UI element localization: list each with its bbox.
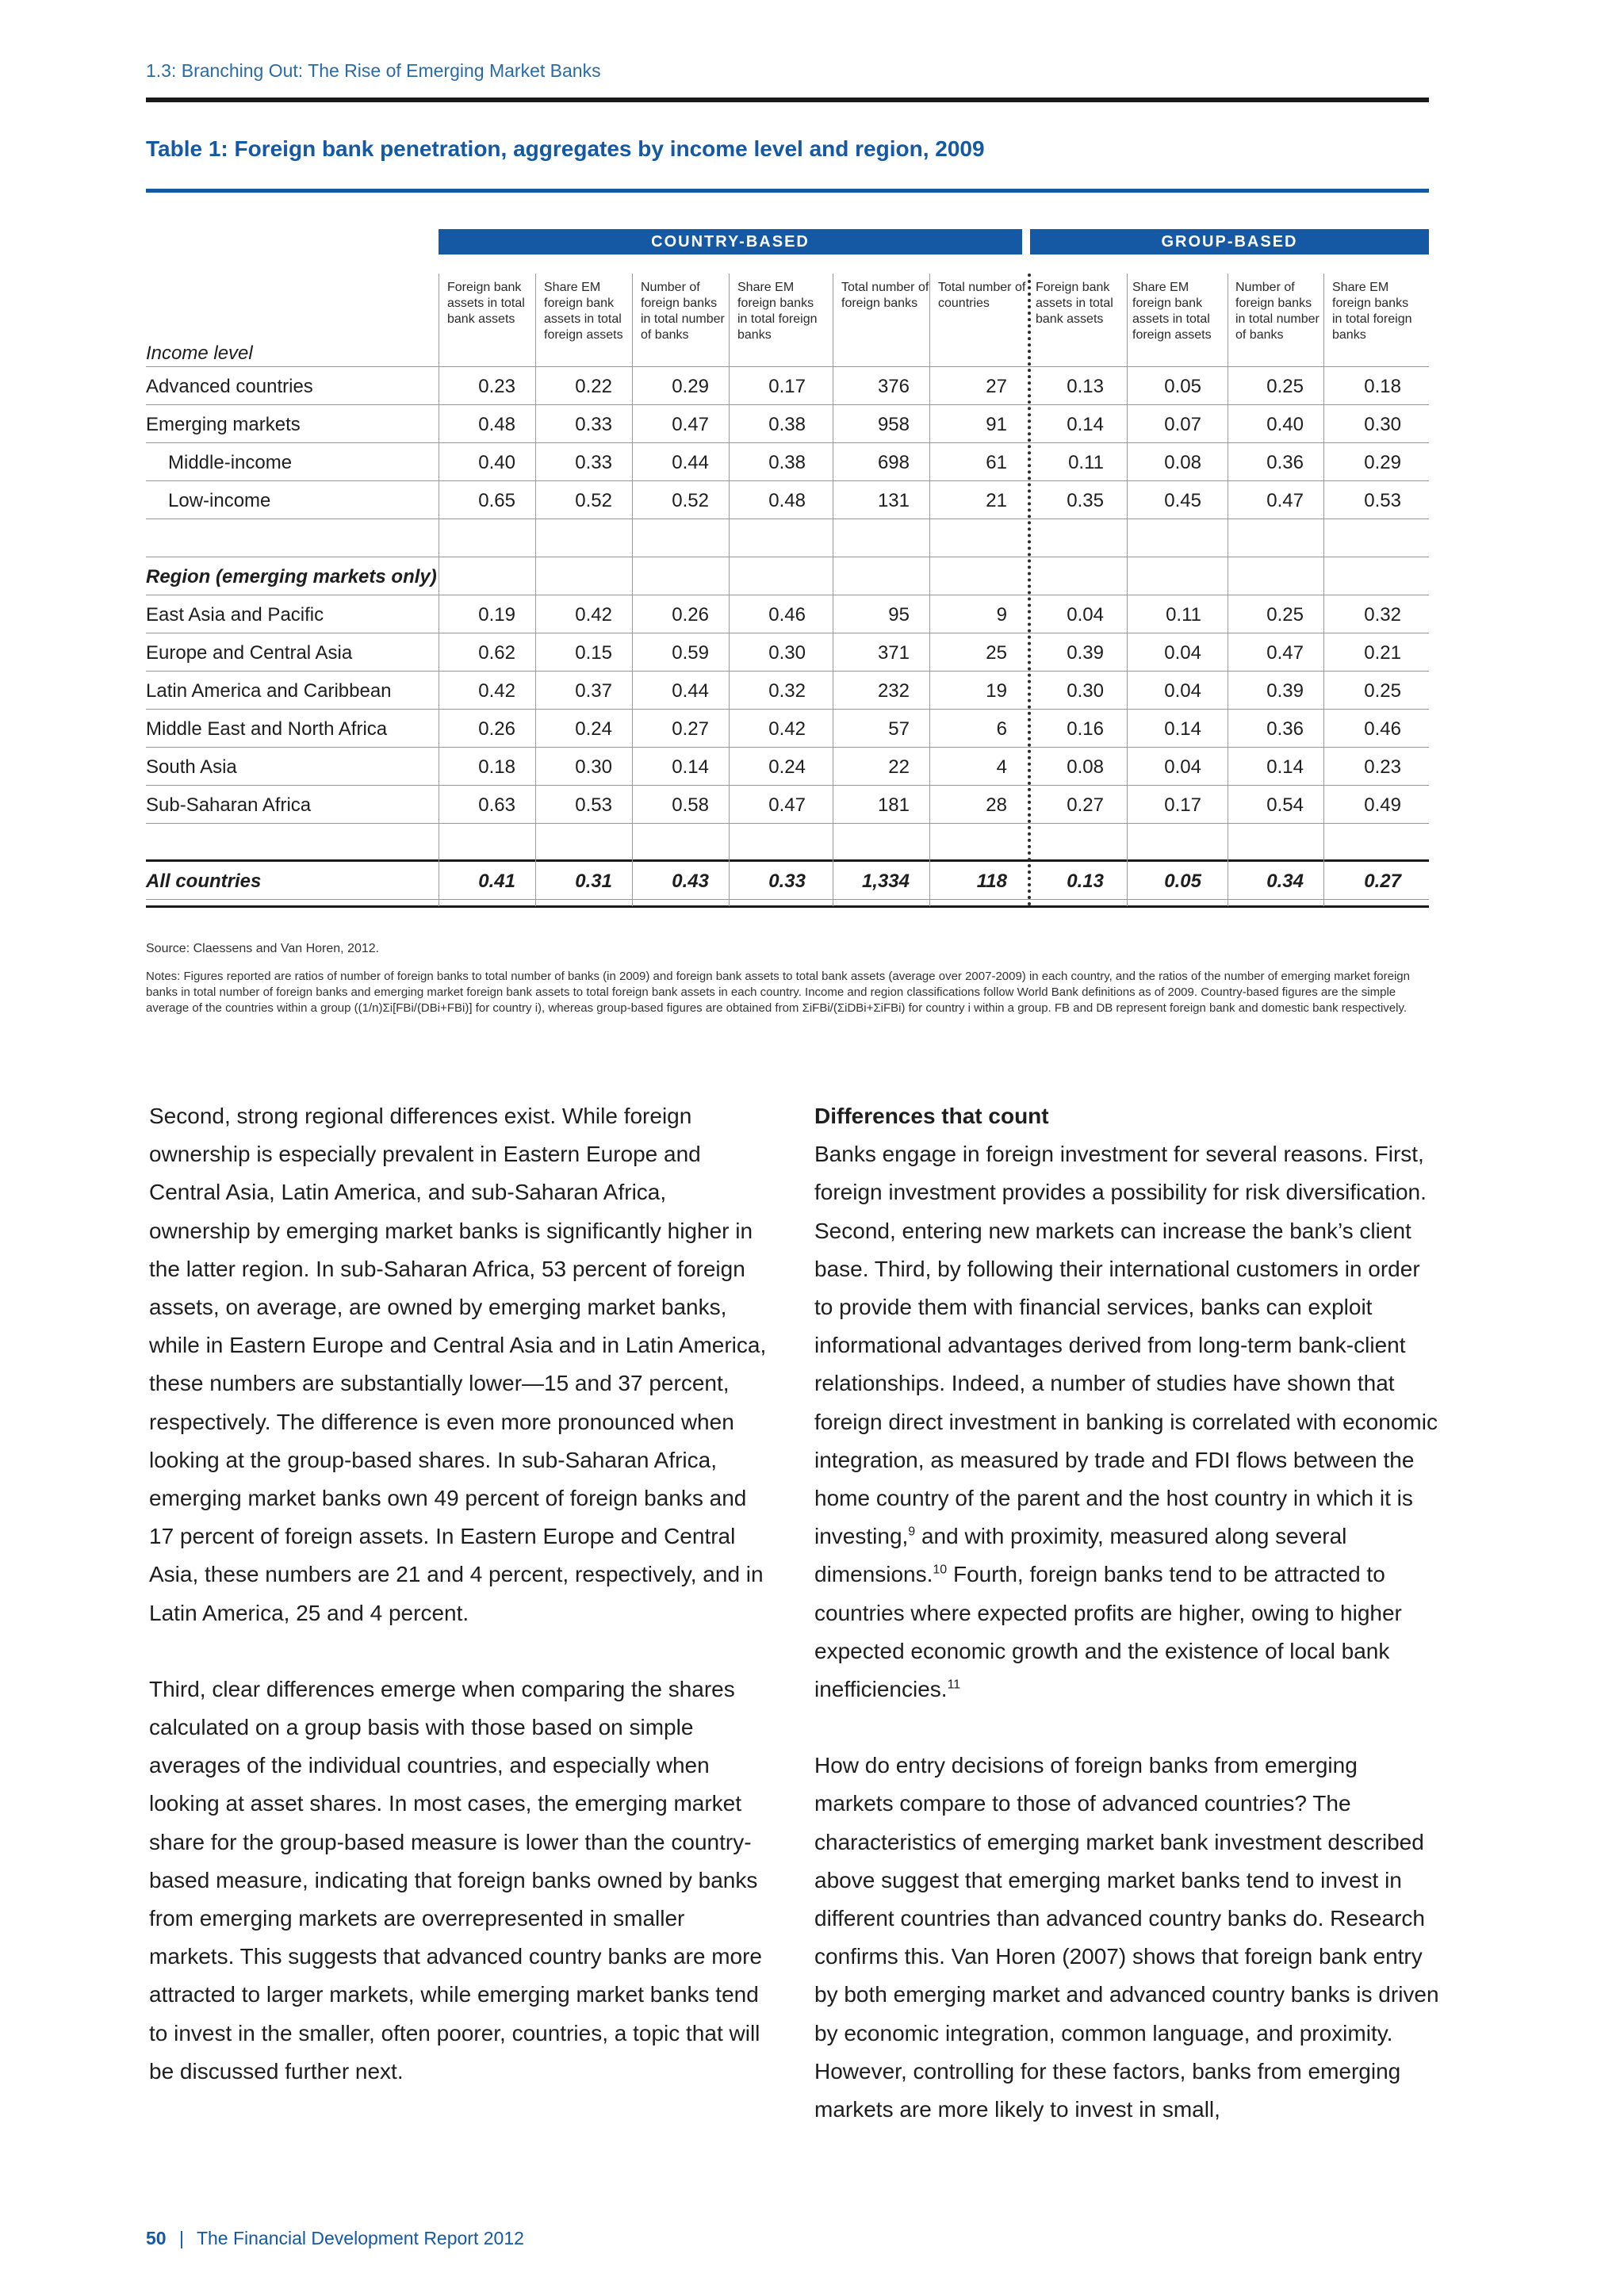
income-level-heading: Income level <box>146 342 253 364</box>
column-separator <box>1127 274 1128 906</box>
running-header: 1.3: Branching Out: The Rise of Emerging Market Banks <box>146 60 601 81</box>
publication-title: The Financial Development Report 2012 <box>196 2228 524 2248</box>
table-cell: 0.04 <box>1164 756 1201 778</box>
table-cell: 0.47 <box>1266 490 1304 511</box>
table-cell: 0.13 <box>1067 376 1104 397</box>
left-column <box>149 1097 768 2129</box>
footer-separator: | <box>178 2228 184 2248</box>
table-cell: 0.38 <box>768 414 806 435</box>
table-cell: 0.27 <box>1364 871 1401 892</box>
table-cell: 0.47 <box>672 414 709 435</box>
table-cell: 6 <box>996 718 1007 740</box>
right-column <box>814 1097 1441 2167</box>
table-cell: 0.18 <box>1364 376 1401 397</box>
col-header-10: Share EM foreign banks in total foreign banks <box>1332 281 1412 342</box>
col-header-6: Total number of countries <box>938 281 1026 310</box>
page-footer <box>146 2228 524 2249</box>
header-rule <box>146 98 1429 102</box>
table-cell: 0.65 <box>478 490 515 511</box>
table-cell: 0.07 <box>1164 414 1201 435</box>
table-cell: 0.42 <box>478 680 515 702</box>
table-cell: 0.52 <box>672 490 709 511</box>
table-cell: 0.14 <box>1266 756 1304 778</box>
table-cell: 0.25 <box>1266 604 1304 626</box>
row-label: Low-income <box>168 490 271 511</box>
title-rule <box>146 189 1429 193</box>
footnote-11: 11 <box>947 1678 961 1692</box>
table-cell: 95 <box>888 604 910 626</box>
table-cell: 0.47 <box>768 794 806 816</box>
footnote-10: 10 <box>933 1563 948 1578</box>
table-cell: 0.21 <box>1364 642 1401 664</box>
col-header-5: Total number of foreign banks <box>841 281 929 310</box>
table-cell: 0.44 <box>672 680 709 702</box>
table-cell: 28 <box>986 794 1007 816</box>
table-cell: 0.14 <box>1067 414 1104 435</box>
table-cell: 0.35 <box>1067 490 1104 511</box>
column-separator <box>632 274 633 906</box>
table-cell: 22 <box>888 756 910 778</box>
country-based-banner: COUNTRY-BASED <box>439 229 1022 254</box>
table-row-line <box>146 480 1429 481</box>
row-label: Sub-Saharan Africa <box>146 794 312 816</box>
table-cell: 0.32 <box>768 680 806 702</box>
table-cell: 0.22 <box>575 376 612 397</box>
table-cell: 0.04 <box>1067 604 1104 626</box>
right-paragraph-1: Banks engage in foreign investment for several reasons. First, foreign investment provides a possibility for risk diversification. Second, entering new markets can increase the bank’s client base. Third, by following their international customers in order to provide them with financial services, banks can exploit informational advantages derived from long-term bank-client relationships. Indeed, a number of studies have shown that foreign direct investment in banking is correlated with economic integration, as measured by trade and FDI flows between the home country of the parent and the host country in which it is investing,$^9$ and with proximity, measured along several dimensions.$^{10}$ Fourth, foreign banks tend to be attracted to countries where expected profits are higher, owing to higher expected economic growth and the existence of local bank inefficiencies.$^{11}$ <box>814 1142 1438 1702</box>
table-row-line <box>146 671 1429 672</box>
table-cell: 27 <box>986 376 1007 397</box>
table-cell: 0.27 <box>672 718 709 740</box>
table-cell: 9 <box>996 604 1007 626</box>
table-cell: 0.32 <box>1364 604 1401 626</box>
table-cell: 0.36 <box>1266 452 1304 473</box>
table-cell: 0.49 <box>1364 794 1401 816</box>
table-cell: 0.05 <box>1164 376 1201 397</box>
table-cell: 0.25 <box>1266 376 1304 397</box>
table-cell: 0.30 <box>1364 414 1401 435</box>
table-cell: 25 <box>986 642 1007 664</box>
table-cell: 376 <box>877 376 910 397</box>
column-separator <box>729 274 730 906</box>
row-label: Emerging markets <box>146 414 301 435</box>
table-cell: 0.48 <box>478 414 515 435</box>
row-label: South Asia <box>146 756 237 778</box>
table-cell: 0.24 <box>768 756 806 778</box>
table-cell: 131 <box>877 490 910 511</box>
table-title: Table 1: Foreign bank penetration, aggregates by income level and region, 2009 <box>146 136 985 161</box>
table-cell: 0.39 <box>1067 642 1104 664</box>
table-cell: 0.33 <box>575 414 612 435</box>
table-cell: 0.26 <box>478 718 515 740</box>
table-cell: 0.04 <box>1164 680 1201 702</box>
table-cell: 0.42 <box>575 604 612 626</box>
page-number: 50 <box>146 2228 167 2248</box>
table-cell: 0.58 <box>672 794 709 816</box>
table-cell: 4 <box>996 756 1007 778</box>
table-cell: 0.40 <box>1266 414 1304 435</box>
table-cell: 0.23 <box>1364 756 1401 778</box>
table-cell: 0.30 <box>1067 680 1104 702</box>
table-cell: 0.29 <box>1364 452 1401 473</box>
table-cell: 0.46 <box>1364 718 1401 740</box>
col-header-3: Number of foreign banks in total number of banks <box>641 281 725 342</box>
table-cell: 0.52 <box>575 490 612 511</box>
table-cell: 0.23 <box>478 376 515 397</box>
row-label: Middle-income <box>168 452 293 473</box>
group-divider <box>1028 274 1031 906</box>
table-cell: 118 <box>976 871 1007 892</box>
footnote-9: 9 <box>908 1525 916 1539</box>
table-cell: 0.37 <box>575 680 612 702</box>
table-cell: 0.04 <box>1164 642 1201 664</box>
table-cell: 0.36 <box>1266 718 1304 740</box>
table-cell: 0.18 <box>478 756 515 778</box>
table-notes: Notes: Figures reported are ratios of number of foreign banks to total number of banks (in 2009) and foreign bank assets to total bank assets (average over 2007-2009) in each country, and the ratios of the number of emerging market foreign banks in total number of foreign banks and emerging market foreign bank assets to total foreign bank assets in each country. Income and region classifications follow World Bank definitions as of 2009. Country-based figures are the simple average of the countries within a group ((1/n)Σi[FBi/(DBi+FBi)] for country i), whereas group-based figures are obtained from ΣiFBi/(ΣiDBi+ΣiFBi) for country i within a group. FB and DB represent foreign bank and domestic bank respectively. <box>146 970 1410 1015</box>
col-header-8: Share EM foreign bank assets in total foreign assets <box>1132 281 1212 342</box>
table-cell: 0.30 <box>768 642 806 664</box>
table-bottom-line <box>146 905 1429 908</box>
table-cell: 0.29 <box>672 376 709 397</box>
table-cell: 0.14 <box>672 756 709 778</box>
table-cell: 0.43 <box>672 871 709 892</box>
table-cell: 0.05 <box>1164 871 1201 892</box>
table-row-line <box>146 442 1429 443</box>
table-row-line <box>146 899 1429 900</box>
table-cell: 0.46 <box>768 604 806 626</box>
group-based-banner: GROUP-BASED <box>1030 229 1429 254</box>
table-cell: 0.08 <box>1164 452 1201 473</box>
table-cell: 698 <box>877 452 910 473</box>
table-cell: 0.30 <box>575 756 612 778</box>
table-cell: 0.33 <box>575 452 612 473</box>
col-header-4: Share EM foreign banks in total foreign banks <box>737 281 818 342</box>
region-heading: Region (emerging markets only) <box>146 566 437 587</box>
column-separator <box>929 274 930 906</box>
table-row-line <box>146 823 1429 824</box>
table-cell: 91 <box>986 414 1007 435</box>
col-header-9: Number of foreign banks in total number of banks <box>1235 281 1320 342</box>
table-header-line <box>146 366 1429 367</box>
right-paragraph-2: How do entry decisions of foreign banks from emerging markets compare to those of advanced countries? The characteristics of emerging market bank investment described above suggest that emerging market banks tend to invest in different countries than advanced country banks do. Research confirms this. Van Horen (2007) shows that foreign bank entry by both emerging market and advanced country banks is driven by economic integration, common language, and proximity. However, controlling for these factors, banks from emerging markets are more likely to invest in small, <box>814 1753 1439 2122</box>
table-cell: 0.16 <box>1067 718 1104 740</box>
table-cell: 232 <box>877 680 910 702</box>
table-cell: 0.11 <box>1068 452 1104 473</box>
col-header-2: Share EM foreign bank assets in total foreign assets <box>544 281 623 342</box>
row-label: Latin America and Caribbean <box>146 680 392 702</box>
table-row-line <box>146 709 1429 710</box>
row-label: East Asia and Pacific <box>146 604 324 626</box>
table-cell: 0.13 <box>1067 871 1104 892</box>
table-cell: 0.41 <box>478 871 515 892</box>
table-cell: 0.45 <box>1164 490 1201 511</box>
table-cell: 0.39 <box>1266 680 1304 702</box>
table-row-line <box>146 859 1429 862</box>
table-cell: 0.17 <box>1164 794 1201 816</box>
table-cell: 0.15 <box>575 642 612 664</box>
table-cell: 1,334 <box>861 871 910 892</box>
left-paragraph-1: Second, strong regional differences exist. While foreign ownership is especially prevalent in Eastern Europe and Central Asia, Latin America, and sub-Saharan Africa, ownership by emerging market banks is significantly higher in the latter region. In sub-Saharan Africa, 53 percent of foreign assets, on average, are owned by emerging market banks, while in Eastern Europe and Central Asia and in Latin America, these numbers are substantially lower—15 and 37 percent, respectively. The difference is even more pronounced when looking at the group-based shares. In sub-Saharan Africa, emerging market banks own 49 percent of foreign banks and 17 percent of foreign assets. In Eastern Europe and Central Asia, these numbers are 21 and 4 percent, respectively, and in Latin America, 25 and 4 percent. <box>149 1104 767 1625</box>
table-cell: 0.54 <box>1266 794 1304 816</box>
table-cell: 0.38 <box>768 452 806 473</box>
table-cell: 0.27 <box>1067 794 1104 816</box>
table-cell: 0.53 <box>575 794 612 816</box>
col-header-1: Foreign bank assets in total bank assets <box>447 281 525 326</box>
row-label: Europe and Central Asia <box>146 642 353 664</box>
row-label: Middle East and North Africa <box>146 718 388 740</box>
table-row-line <box>146 747 1429 748</box>
row-label: Advanced countries <box>146 376 313 397</box>
table-cell: 0.40 <box>478 452 515 473</box>
table-cell: 0.59 <box>672 642 709 664</box>
table-cell: 57 <box>888 718 910 740</box>
section-heading: Differences that count <box>814 1104 1049 1128</box>
table-cell: 61 <box>986 452 1007 473</box>
table-row-line <box>146 404 1429 405</box>
table-cell: 19 <box>986 680 1007 702</box>
table-cell: 0.62 <box>478 642 515 664</box>
table-cell: 958 <box>877 414 910 435</box>
table-source: Source: Claessens and Van Horen, 2012. <box>146 942 380 955</box>
table-cell: 0.08 <box>1067 756 1104 778</box>
table-cell: 0.17 <box>768 376 806 397</box>
table-row-line <box>146 785 1429 786</box>
table-cell: 0.63 <box>478 794 515 816</box>
table-cell: 0.14 <box>1164 718 1201 740</box>
table-cell: 0.42 <box>768 718 806 740</box>
table-cell: 0.48 <box>768 490 806 511</box>
table-cell: 0.53 <box>1364 490 1401 511</box>
table-cell: 0.25 <box>1364 680 1401 702</box>
total-row-label: All countries <box>146 871 262 892</box>
table-cell: 0.33 <box>768 871 806 892</box>
table-cell: 0.24 <box>575 718 612 740</box>
table-cell: 0.44 <box>672 452 709 473</box>
table-cell: 0.34 <box>1266 871 1304 892</box>
table-cell: 21 <box>986 490 1007 511</box>
column-separator <box>1323 274 1324 906</box>
table-cell: 0.47 <box>1266 642 1304 664</box>
table-cell: 371 <box>877 642 910 664</box>
table-cell: 0.19 <box>478 604 515 626</box>
table-cell: 0.26 <box>672 604 709 626</box>
table-cell: 181 <box>877 794 910 816</box>
table-cell: 0.11 <box>1166 604 1201 626</box>
column-separator <box>535 274 536 906</box>
col-header-7: Foreign bank assets in total bank assets <box>1036 281 1113 326</box>
left-paragraph-2: Third, clear differences emerge when comparing the shares calculated on a group basis with those based on simple averages of the individual countries, and especially when looking at asset shares. In most cases, the emerging market share for the group-based measure is lower than the country-based measure, indicating that foreign banks owned by banks from emerging markets are overrepresented in smaller markets. This suggests that advanced country banks are more attracted to larger markets, while emerging market banks tend to invest in the smaller, often poorer, countries, a topic that will be discussed further next. <box>149 1676 762 2084</box>
table-cell: 0.31 <box>575 871 612 892</box>
